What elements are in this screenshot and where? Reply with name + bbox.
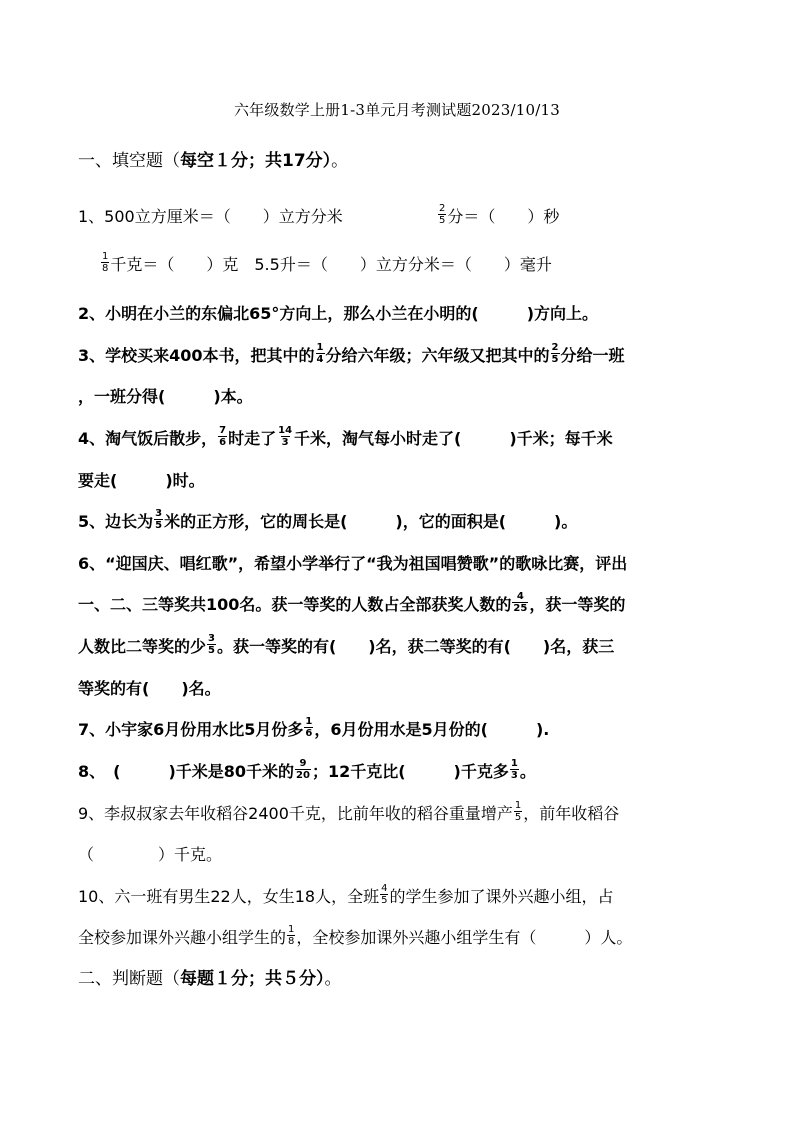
fraction: $\frac{2}{5}$ <box>439 203 446 226</box>
fraction: $\frac{14}{3}$ <box>278 425 293 448</box>
question-10-line-2: 全校参加课外兴趣小组学生的 $\frac{1}{8}$ ，全校参加课外兴趣小组学生有（ ）人。 <box>78 924 633 947</box>
question-9-line-1: 9、李叔叔家去年收稻谷2400千克，比前年收的稻谷重量增产 $\frac{1}{5}$ ，前年收稻谷 <box>78 800 620 823</box>
fraction: $\frac{9}{20}$ <box>296 758 310 781</box>
question-3-line-2: ，一班分得( )本。 <box>78 387 253 406</box>
fraction: $\frac{4}{5}$ <box>381 883 388 906</box>
question-2: 2、小明在小兰的东偏北65°方向上，那么小兰在小明的( )方向上。 <box>78 304 599 323</box>
fraction: $\frac{1}{8}$ <box>288 924 295 947</box>
fraction: $\frac{3}{5}$ <box>155 508 163 531</box>
section-1-suffix: 。 <box>331 151 349 171</box>
question-6-line-4: 等奖的有( )名。 <box>78 679 221 698</box>
question-1-part-b: $\frac{2}{5}$ 分＝（ ）秒 <box>439 203 560 226</box>
fraction: $\frac{1}{8}$ <box>102 251 109 274</box>
section-1-prefix: 一、填空题（ <box>78 151 180 171</box>
section-1-score: 每空１分；共17分） <box>180 151 332 171</box>
question-4-line-2: 要走( )时。 <box>78 471 205 490</box>
fraction: $\frac{2}{5}$ <box>551 342 559 365</box>
fraction: $\frac{1}{4}$ <box>316 342 324 365</box>
fraction: $\frac{1}{3}$ <box>510 758 518 781</box>
fraction: $\frac{1}{5}$ <box>514 800 522 823</box>
exam-title: 六年级数学上册1-3单元月考测试题2023/10/13 <box>233 101 560 119</box>
section-2-score: 每题１分；共５分） <box>180 969 325 989</box>
question-6-line-1: 6、“迎国庆、唱红歌”，希望小学举行了“我为祖国唱赞歌”的歌咏比赛，评出 <box>78 554 628 573</box>
section-1-heading <box>78 150 348 172</box>
question-1-line-1 <box>78 206 343 228</box>
question-3-line-1: 3、学校买来400本书，把其中的 $\frac{1}{4}$ 分给六年级；六年级又把其中的 $\frac{2}{5}$ 分给一班 <box>78 342 625 365</box>
question-6-line-3: 人数比二等奖的少 $\frac{3}{5}$ 。获一等奖的有( )名，获二等奖的有( )名，获三 <box>78 633 615 656</box>
fraction: $\frac{4}{25}$ <box>513 591 528 614</box>
question-9-line-2: （ ）千克。 <box>78 845 223 864</box>
section-2-prefix: 二、判断题（ <box>78 969 180 989</box>
question-1-part-a: 1、500立方厘米＝（ ）立方分米 <box>78 207 343 226</box>
section-2-heading <box>78 968 342 990</box>
question-10-line-1: 10、六一班有男生22人，女生18人，全班 $\frac{4}{5}$ 的学生参加了课外兴趣小组，占 <box>78 883 614 906</box>
question-1-line-2: $\frac{1}{8}$ 千克＝（ ）克 5.5升＝（ ）立方分米＝（ ）毫升 <box>102 251 552 274</box>
question-4-line-1: 4、淘气饭后散步， $\frac{7}{6}$ 时走了 $\frac{14}{3}$ 千米，淘气每小时走了( )千米；每千米 <box>78 425 613 448</box>
question-7: 7、小宇家6月份用水比5月份多 $\frac{1}{6}$ ，6月份用水是5月份的( ). <box>78 716 550 739</box>
question-6-line-2: 一、二、三等奖共100名。获一等奖的人数占全部获奖人数的 $\frac{4}{25}$ ，获一等奖的 <box>78 591 626 614</box>
question-5: 5、边长为 $\frac{3}{5}$ 米的正方形，它的周长是( )，它的面积是( )。 <box>78 508 578 531</box>
section-2-suffix: 。 <box>324 969 342 989</box>
fraction: $\frac{3}{5}$ <box>208 633 215 656</box>
fraction: $\frac{7}{6}$ <box>219 425 227 448</box>
question-8: 8、 ( )千米是80千米的 $\frac{9}{20}$ ；12千克比( )千克多 $\frac{1}{3}$ 。 <box>78 758 536 781</box>
fraction: $\frac{1}{6}$ <box>305 716 313 739</box>
